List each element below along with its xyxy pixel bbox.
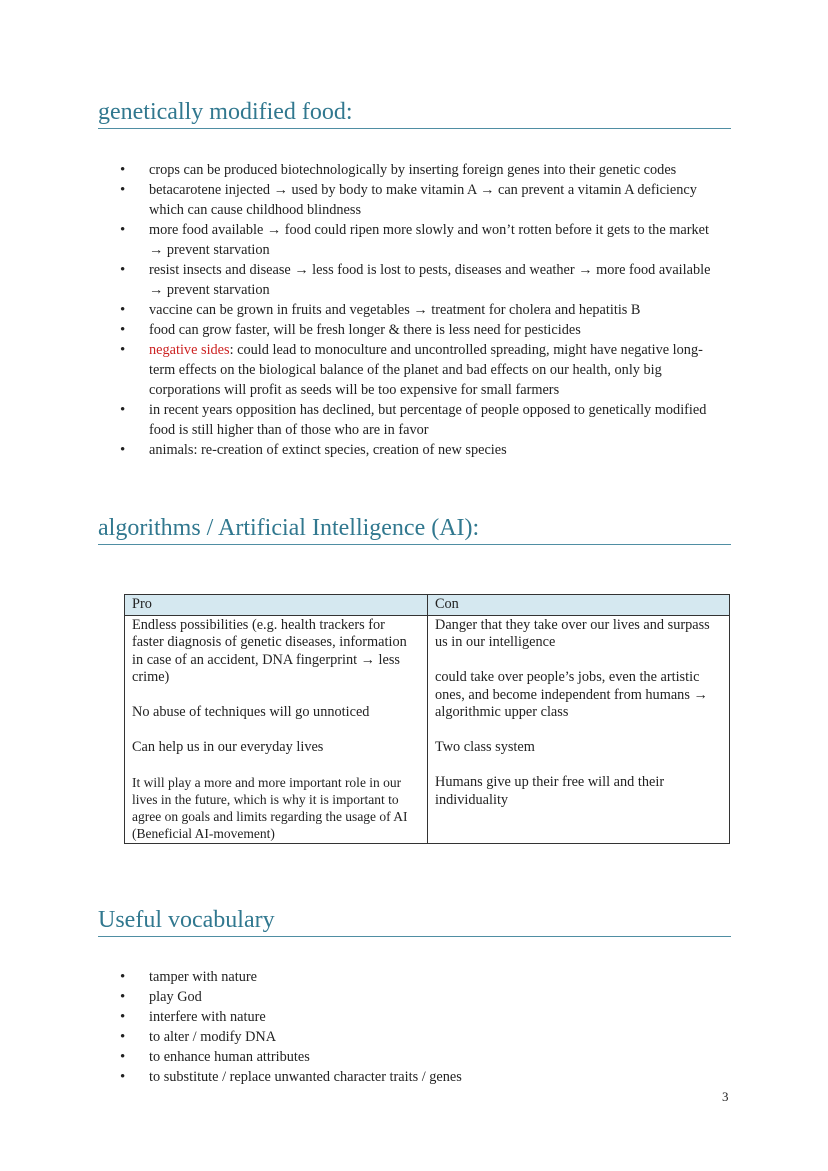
section-heading-ai: algorithms / Artificial Intelligence (AI): <box>98 515 731 545</box>
list-item: • interfere with nature <box>120 1007 720 1027</box>
section-heading-vocabulary: Useful vocabulary <box>98 907 731 937</box>
column-header-con: Con <box>428 595 730 616</box>
pro-item: Endless possibilities (e.g. health trackers for faster diagnosis of genetic diseases, information in case of an accident, DNA fingerprint → less crime) <box>132 616 407 685</box>
pro-item: No abuse of techniques will go unnoticed <box>132 704 370 720</box>
negative-sides-label: negative sides <box>149 342 230 358</box>
vocabulary-list <box>120 967 720 1087</box>
list-item: • food can grow faster, will be fresh longer & there is less need for pesticides <box>120 320 720 340</box>
list-item: • to enhance human attributes <box>120 1047 720 1067</box>
pro-cell <box>125 615 428 844</box>
list-item: • vaccine can be grown in fruits and vegetables → treatment for cholera and hepatitis B <box>120 300 720 320</box>
list-item: • animals: re-creation of extinct species, creation of new species <box>120 440 720 460</box>
list-item: • tamper with nature <box>120 967 720 987</box>
con-item: Two class system <box>435 739 535 755</box>
table-row <box>125 615 730 844</box>
list-item <box>120 340 720 400</box>
section-heading-gm-food: genetically modified food: <box>98 99 731 129</box>
list-item: • to substitute / replace unwanted character traits / genes <box>120 1067 720 1087</box>
negative-sides-text: : could lead to monoculture and uncontrolled spreading, might have negative long-term effects on the biological balance of the planet and bad effects on our health, only big corporations will profit as seeds will be too expensive for small farmers <box>149 342 703 398</box>
pro-con-table <box>124 594 730 844</box>
con-item: could take over people’s jobs, even the artistic ones, and become independent from humans → algorithmic upper class <box>435 669 708 720</box>
con-cell <box>428 615 730 844</box>
table-header-row <box>125 595 730 616</box>
list-item: • betacarotene injected → used by body to make vitamin A → can prevent a vitamin A deficiency which can cause childhood blindness <box>120 180 720 220</box>
list-item: • play God <box>120 987 720 1007</box>
list-item: • crops can be produced biotechnologically by inserting foreign genes into their genetic codes <box>120 160 720 180</box>
con-item: Humans give up their free will and their individuality <box>435 774 665 808</box>
list-item: • more food available → food could ripen more slowly and won’t rotten before it gets to the market → prevent starvation <box>120 220 720 260</box>
page-number: 3 <box>722 1089 729 1104</box>
list-item: • to alter / modify DNA <box>120 1027 720 1047</box>
list-item: • resist insects and disease → less food is lost to pests, diseases and weather → more food available → prevent starvation <box>120 260 720 300</box>
pro-item: It will play a more and more important role in our lives in the future, which is why it is important to agree on goals and limits regarding the usage of AI (Beneficial AI-movement) <box>132 775 408 841</box>
pro-item: Can help us in our everyday lives <box>132 739 324 755</box>
con-item: Danger that they take over our lives and surpass us in our intelligence <box>435 616 710 650</box>
list-item: • in recent years opposition has declined, but percentage of people opposed to genetically modified food is still higher than of those who are in favor <box>120 400 720 440</box>
column-header-pro: Pro <box>125 595 428 616</box>
gm-food-list <box>120 160 720 460</box>
